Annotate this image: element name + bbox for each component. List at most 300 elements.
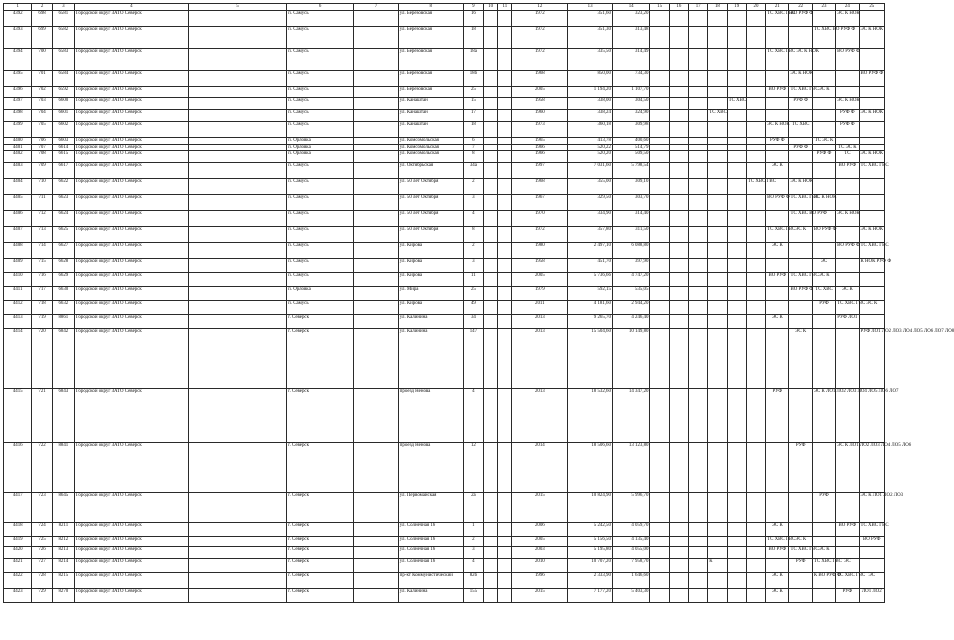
cell-col17	[689, 537, 708, 547]
cell-col7	[354, 315, 399, 329]
cell-work-col24	[836, 179, 859, 195]
cell-sub-number: 707	[32, 144, 52, 151]
cell-col16	[669, 589, 688, 603]
cell-work-col25	[859, 389, 884, 443]
cell-col15	[650, 547, 669, 559]
cell-object-code: 6627	[52, 243, 74, 259]
cell-year-built: 1980	[512, 243, 568, 259]
table-row	[4, 163, 885, 179]
column-header-15: 15	[650, 4, 669, 11]
cell-col16	[669, 243, 688, 259]
cell-total-area: 592,15	[568, 287, 613, 301]
cell-sub-number: 727	[32, 559, 52, 573]
cell-col10	[484, 163, 498, 179]
cell-col10	[484, 315, 498, 329]
cell-col18	[708, 443, 727, 493]
cell-col16	[669, 195, 688, 211]
cell-col18: ТС ХВС	[708, 110, 727, 122]
cell-col7	[354, 163, 399, 179]
table-row	[4, 589, 885, 603]
cell-municipality: Городской округ ЗАТО Северск	[75, 389, 189, 443]
cell-settlement: п. Самусь	[287, 301, 354, 315]
cell-col7	[354, 195, 399, 211]
cell-work-col21	[766, 144, 789, 151]
cell-work-col22: ВО РУФ Ф	[789, 11, 812, 27]
cell-work-col24: ЭС К ЛО1 ЛО2 ЛО3 ЛО4 ЛО5 ЛО6	[836, 443, 859, 493]
cell-col7	[354, 573, 399, 589]
cell-col19: ТС ХВС	[727, 98, 746, 110]
cell-street: ул. Берёзовская	[398, 11, 463, 27]
cell-col15	[650, 443, 669, 493]
cell-col16	[669, 259, 688, 273]
cell-col15	[650, 49, 669, 71]
cell-street: ул. Берёзовская	[398, 71, 463, 87]
table-row	[4, 151, 885, 163]
cell-sub-number: 711	[32, 195, 52, 211]
cell-living-area: 309,98	[612, 122, 650, 138]
cell-district	[188, 98, 286, 110]
cell-total-area: 15 504,60	[568, 329, 613, 389]
cell-work-col25: ЭС К НОК	[859, 227, 884, 243]
cell-col18	[708, 211, 727, 227]
cell-work-col25	[859, 273, 884, 287]
cell-total-area: 850,00	[568, 71, 613, 87]
cell-col10	[484, 227, 498, 243]
cell-col20	[746, 138, 765, 145]
cell-object-code: 6623	[52, 195, 74, 211]
table-header	[4, 4, 885, 11]
column-header-11: 11	[498, 4, 512, 11]
cell-col10	[484, 71, 498, 87]
cell-work-col24: ЭС К НОК	[836, 98, 859, 110]
cell-row-number: 4415	[4, 389, 32, 443]
cell-col11	[498, 87, 512, 98]
cell-col18	[708, 547, 727, 559]
cell-object-code: 6602	[52, 122, 74, 138]
cell-col20: ТС ХВС ГВС	[746, 179, 765, 195]
column-header-23: 23	[812, 4, 835, 11]
cell-object-code: 8215	[52, 573, 74, 589]
cell-street: ул. Солнечная 16	[398, 537, 463, 547]
cell-col19	[727, 443, 746, 493]
cell-col16	[669, 211, 688, 227]
cell-work-col24: ТС ЭС К	[836, 144, 859, 151]
cell-sub-number: 723	[32, 493, 52, 523]
cell-settlement: г. Северск	[287, 559, 354, 573]
cell-col19	[727, 163, 746, 179]
cell-col18	[708, 389, 727, 443]
cell-municipality: Городской округ ЗАТО Северск	[75, 573, 189, 589]
cell-col7	[354, 559, 399, 573]
cell-total-area: 5 156,50	[568, 537, 613, 547]
cell-living-area: 5 798,54	[612, 163, 650, 179]
cell-work-col23	[812, 523, 835, 537]
cell-work-col25	[859, 559, 884, 573]
cell-col16	[669, 523, 688, 537]
cell-row-number: 4418	[4, 523, 32, 537]
cell-row-number: 4414	[4, 329, 32, 389]
cell-col7	[354, 144, 399, 151]
cell-col19	[727, 179, 746, 195]
cell-object-code: 6615	[52, 151, 74, 163]
cell-col19	[727, 211, 746, 227]
cell-work-col24	[836, 71, 859, 87]
table-row	[4, 329, 885, 389]
cell-col17	[689, 315, 708, 329]
cell-row-number: 4403	[4, 163, 32, 179]
cell-street: проезд Ненова	[398, 443, 463, 493]
cell-col15	[650, 559, 669, 573]
column-header-21: 21	[766, 4, 789, 11]
cell-col16	[669, 27, 688, 49]
cell-work-col23	[812, 179, 835, 195]
cell-sub-number: 710	[32, 179, 52, 195]
cell-settlement: г. Северск	[287, 493, 354, 523]
cell-municipality: Городской округ ЗАТО Северск	[75, 211, 189, 227]
cell-work-col24	[836, 493, 859, 523]
cell-settlement: п. Орловка	[287, 138, 354, 145]
cell-work-col25: ЭС	[859, 573, 884, 589]
cell-col18	[708, 163, 727, 179]
cell-col20	[746, 329, 765, 389]
cell-settlement: п. Самусь	[287, 273, 354, 287]
cell-col7	[354, 273, 399, 287]
cell-work-col21	[766, 443, 789, 493]
cell-living-area: 5 403,30	[612, 589, 650, 603]
cell-col15	[650, 122, 669, 138]
cell-col7	[354, 547, 399, 559]
cell-sub-number: 716	[32, 273, 52, 287]
cell-district	[188, 389, 286, 443]
cell-col7	[354, 537, 399, 547]
cell-work-col25	[859, 195, 884, 211]
cell-house-number: 25	[463, 287, 483, 301]
cell-year-built: 1968	[512, 71, 568, 87]
cell-district	[188, 287, 286, 301]
cell-col16	[669, 87, 688, 98]
cell-col20	[746, 151, 765, 163]
cell-work-col24: РУФ Ф	[836, 110, 859, 122]
cell-district	[188, 243, 286, 259]
cell-col7	[354, 71, 399, 87]
cell-house-number: 34а	[463, 163, 483, 179]
cell-living-area: 400,60	[612, 138, 650, 145]
cell-col7	[354, 179, 399, 195]
cell-sub-number: 701	[32, 71, 52, 87]
table-row	[4, 227, 885, 243]
cell-col7	[354, 49, 399, 71]
cell-col19	[727, 301, 746, 315]
cell-total-area: 338,00	[568, 98, 613, 110]
cell-living-area: 5 996,70	[612, 493, 650, 523]
cell-col20	[746, 11, 765, 27]
cell-total-area: 334,90	[568, 211, 613, 227]
table-row	[4, 98, 885, 110]
cell-work-col23: ВО РУФ Ф	[812, 227, 835, 243]
cell-work-col24: ТС ХВС ГВС	[836, 301, 859, 315]
cell-street: ул. Берёзовская	[398, 87, 463, 98]
cell-house-number: 8	[463, 227, 483, 243]
cell-col19	[727, 144, 746, 151]
column-header-20: 20	[746, 4, 765, 11]
cell-object-code: 8270	[52, 589, 74, 603]
table-row	[4, 144, 885, 151]
cell-work-col22	[789, 163, 812, 179]
cell-col15	[650, 163, 669, 179]
cell-municipality: Городской округ ЗАТО Северск	[75, 243, 189, 259]
cell-street: ул. Кирова	[398, 273, 463, 287]
cell-col17	[689, 122, 708, 138]
cell-work-col24	[836, 537, 859, 547]
cell-work-col21	[766, 110, 789, 122]
cell-col20	[746, 227, 765, 243]
cell-col15	[650, 87, 669, 98]
cell-street: ул. Солнечная 16	[398, 523, 463, 537]
cell-street: ул. 50 лет Октября	[398, 211, 463, 227]
cell-col7	[354, 301, 399, 315]
cell-col10	[484, 443, 498, 493]
cell-col15	[650, 287, 669, 301]
cell-municipality: Городской округ ЗАТО Северск	[75, 259, 189, 273]
cell-col18	[708, 227, 727, 243]
cell-work-col25	[859, 122, 884, 138]
cell-work-col22	[789, 27, 812, 49]
cell-object-code: 8211	[52, 523, 74, 537]
cell-col10	[484, 11, 498, 27]
cell-work-col21: ЭС К НОК	[766, 122, 789, 138]
cell-col15	[650, 211, 669, 227]
cell-col7	[354, 329, 399, 389]
cell-year-built: 2005	[512, 273, 568, 287]
cell-total-area: 10 824,90	[568, 493, 613, 523]
cell-settlement: п. Орловка	[287, 287, 354, 301]
table-row	[4, 573, 885, 589]
cell-municipality: Городской округ ЗАТО Северск	[75, 443, 189, 493]
cell-street: ул. Берёзовская	[398, 27, 463, 49]
cell-settlement: п. Орловка	[287, 144, 354, 151]
cell-col18	[708, 138, 727, 145]
cell-house-number: 17	[463, 110, 483, 122]
cell-work-col23: ЭС	[812, 259, 835, 273]
cell-house-number: 16	[463, 11, 483, 27]
cell-street: ул. 50 лет Октября	[398, 227, 463, 243]
cell-settlement: п. Самусь	[287, 11, 354, 27]
cell-col19	[727, 329, 746, 389]
cell-work-col21: ВО РУФ	[766, 87, 789, 98]
cell-work-col24: ЭС К	[836, 287, 859, 301]
cell-total-area: 1 194,20	[568, 87, 613, 98]
cell-col11	[498, 559, 512, 573]
cell-work-col23	[812, 110, 835, 122]
cell-municipality: Городской округ ЗАТО Северск	[75, 315, 189, 329]
cell-street: ул. Берёзовская	[398, 49, 463, 71]
column-header-7: 7	[354, 4, 399, 11]
cell-col16	[669, 227, 688, 243]
cell-col11	[498, 227, 512, 243]
cell-settlement: п. Самусь	[287, 27, 354, 49]
cell-col10	[484, 138, 498, 145]
cell-house-number: 18	[463, 27, 483, 49]
cell-col17	[689, 71, 708, 87]
cell-col17	[689, 151, 708, 163]
cell-object-code: 6843	[52, 389, 74, 443]
cell-object-code: 6582	[52, 27, 74, 49]
cell-col15	[650, 493, 669, 523]
table-row	[4, 243, 885, 259]
cell-work-col22	[789, 138, 812, 145]
cell-living-area: 7 958,70	[612, 559, 650, 573]
cell-work-col25: ЭС К ЛО1 ЛО2 ЛО3	[859, 493, 884, 523]
column-header-13: 13	[568, 4, 613, 11]
cell-col20	[746, 195, 765, 211]
column-header-4: 4	[75, 4, 189, 11]
cell-year-built: 1965	[512, 138, 568, 145]
cell-col17	[689, 163, 708, 179]
cell-street: ул. Калинина	[398, 315, 463, 329]
cell-work-col25: ВО РУФ	[859, 537, 884, 547]
cell-row-number: 4417	[4, 493, 32, 523]
cell-house-number: 7	[463, 144, 483, 151]
cell-municipality: Городской округ ЗАТО Северск	[75, 329, 189, 389]
cell-work-col21: РУФ Ф	[766, 138, 789, 145]
cell-row-number: 4413	[4, 315, 32, 329]
table-row	[4, 110, 885, 122]
cell-work-col24: РУФ ЛО1	[836, 315, 859, 329]
cell-work-col23	[812, 98, 835, 110]
cell-street: ул. Первомайская	[398, 493, 463, 523]
cell-col15	[650, 195, 669, 211]
cell-col7	[354, 493, 399, 523]
cell-col7	[354, 122, 399, 138]
cell-col16	[669, 144, 688, 151]
cell-col10	[484, 243, 498, 259]
cell-year-built: 1958	[512, 259, 568, 273]
cell-sub-number: 720	[32, 329, 52, 389]
cell-street: ул. Комсомольская	[398, 144, 463, 151]
column-header-17: 17	[689, 4, 708, 11]
table-row	[4, 138, 885, 145]
cell-col16	[669, 493, 688, 523]
cell-total-area: 329,50	[568, 195, 613, 211]
cell-sub-number: 714	[32, 243, 52, 259]
cell-district	[188, 589, 286, 603]
cell-work-col23: ТС ХВС ГВС	[812, 559, 835, 573]
cell-col19	[727, 87, 746, 98]
cell-object-code: 6630	[52, 287, 74, 301]
cell-col19	[727, 537, 746, 547]
cell-col17	[689, 389, 708, 443]
cell-object-code: 6600	[52, 98, 74, 110]
cell-col16	[669, 329, 688, 389]
cell-col17	[689, 301, 708, 315]
cell-col20	[746, 547, 765, 559]
cell-work-col25	[859, 211, 884, 227]
cell-municipality: Городской округ ЗАТО Северск	[75, 523, 189, 537]
cell-house-number: 4	[463, 559, 483, 573]
cell-municipality: Городской округ ЗАТО Северск	[75, 110, 189, 122]
column-header-6: 6	[287, 4, 354, 11]
cell-work-col21	[766, 493, 789, 523]
cell-municipality: Городской округ ЗАТО Северск	[75, 49, 189, 71]
cell-col17	[689, 287, 708, 301]
cell-col19	[727, 287, 746, 301]
cell-col20	[746, 301, 765, 315]
cell-total-area: 451,70	[568, 259, 613, 273]
cell-col10	[484, 87, 498, 98]
cell-work-col23: ЭС К	[812, 273, 835, 287]
cell-col17	[689, 211, 708, 227]
cell-col17	[689, 493, 708, 523]
cell-col19	[727, 315, 746, 329]
cell-municipality: Городской округ ЗАТО Северск	[75, 71, 189, 87]
cell-house-number: 3	[463, 195, 483, 211]
cell-object-code: 6592	[52, 87, 74, 98]
cell-work-col25	[859, 179, 884, 195]
cell-object-code: 6624	[52, 211, 74, 227]
cell-settlement: п. Самусь	[287, 243, 354, 259]
cell-col7	[354, 523, 399, 537]
cell-work-col25: ЭС К	[859, 301, 884, 315]
cell-work-col21	[766, 98, 789, 110]
cell-col20	[746, 98, 765, 110]
cell-object-code: 6842	[52, 329, 74, 389]
cell-municipality: Городской округ ЗАТО Северск	[75, 144, 189, 151]
cell-col15	[650, 315, 669, 329]
cell-work-col23: ТС ХВС	[812, 287, 835, 301]
cell-work-col21: ЭС К	[766, 523, 789, 537]
cell-col20	[746, 71, 765, 87]
cell-work-col22: ЭС К	[789, 329, 812, 389]
cell-col18	[708, 573, 727, 589]
cell-year-built: 2005	[512, 87, 568, 98]
cell-total-area: 18 506,60	[568, 443, 613, 493]
cell-work-col21: ТС ХВС ГВС ЭС К НОК	[766, 49, 789, 71]
cell-year-built: 2013	[512, 389, 568, 443]
cell-row-number: 4398	[4, 110, 32, 122]
cell-row-number: 4407	[4, 227, 32, 243]
table-row	[4, 493, 885, 523]
cell-sub-number: 702	[32, 87, 52, 98]
cell-col11	[498, 122, 512, 138]
cell-work-col24: ЭС	[836, 559, 859, 573]
cell-col11	[498, 211, 512, 227]
cell-work-col25	[859, 11, 884, 27]
cell-col16	[669, 71, 688, 87]
cell-col15	[650, 537, 669, 547]
cell-object-code: 8841	[52, 443, 74, 493]
cell-living-area: 6 088,80	[612, 243, 650, 259]
cell-work-col25: К НОК РУФ Ф	[859, 259, 884, 273]
cell-settlement: п. Самусь	[287, 71, 354, 87]
cell-col18	[708, 151, 727, 163]
cell-year-built: 2003	[512, 547, 568, 559]
table-row	[4, 211, 885, 227]
cell-total-area: 2 497,10	[568, 243, 613, 259]
cell-col7	[354, 589, 399, 603]
column-header-2: 2	[32, 4, 52, 11]
cell-col17	[689, 227, 708, 243]
cell-work-col22: ТС ХВС ВО РУФ	[789, 211, 812, 227]
cell-house-number: 11	[463, 273, 483, 287]
cell-work-col25: ЭС К НОК	[859, 151, 884, 163]
cell-col7	[354, 443, 399, 493]
cell-row-number: 4394	[4, 49, 32, 71]
cell-row-number: 4399	[4, 122, 32, 138]
cell-municipality: Городской округ ЗАТО Северск	[75, 138, 189, 145]
cell-col16	[669, 98, 688, 110]
cell-col10	[484, 122, 498, 138]
cell-settlement: п. Самусь	[287, 122, 354, 138]
